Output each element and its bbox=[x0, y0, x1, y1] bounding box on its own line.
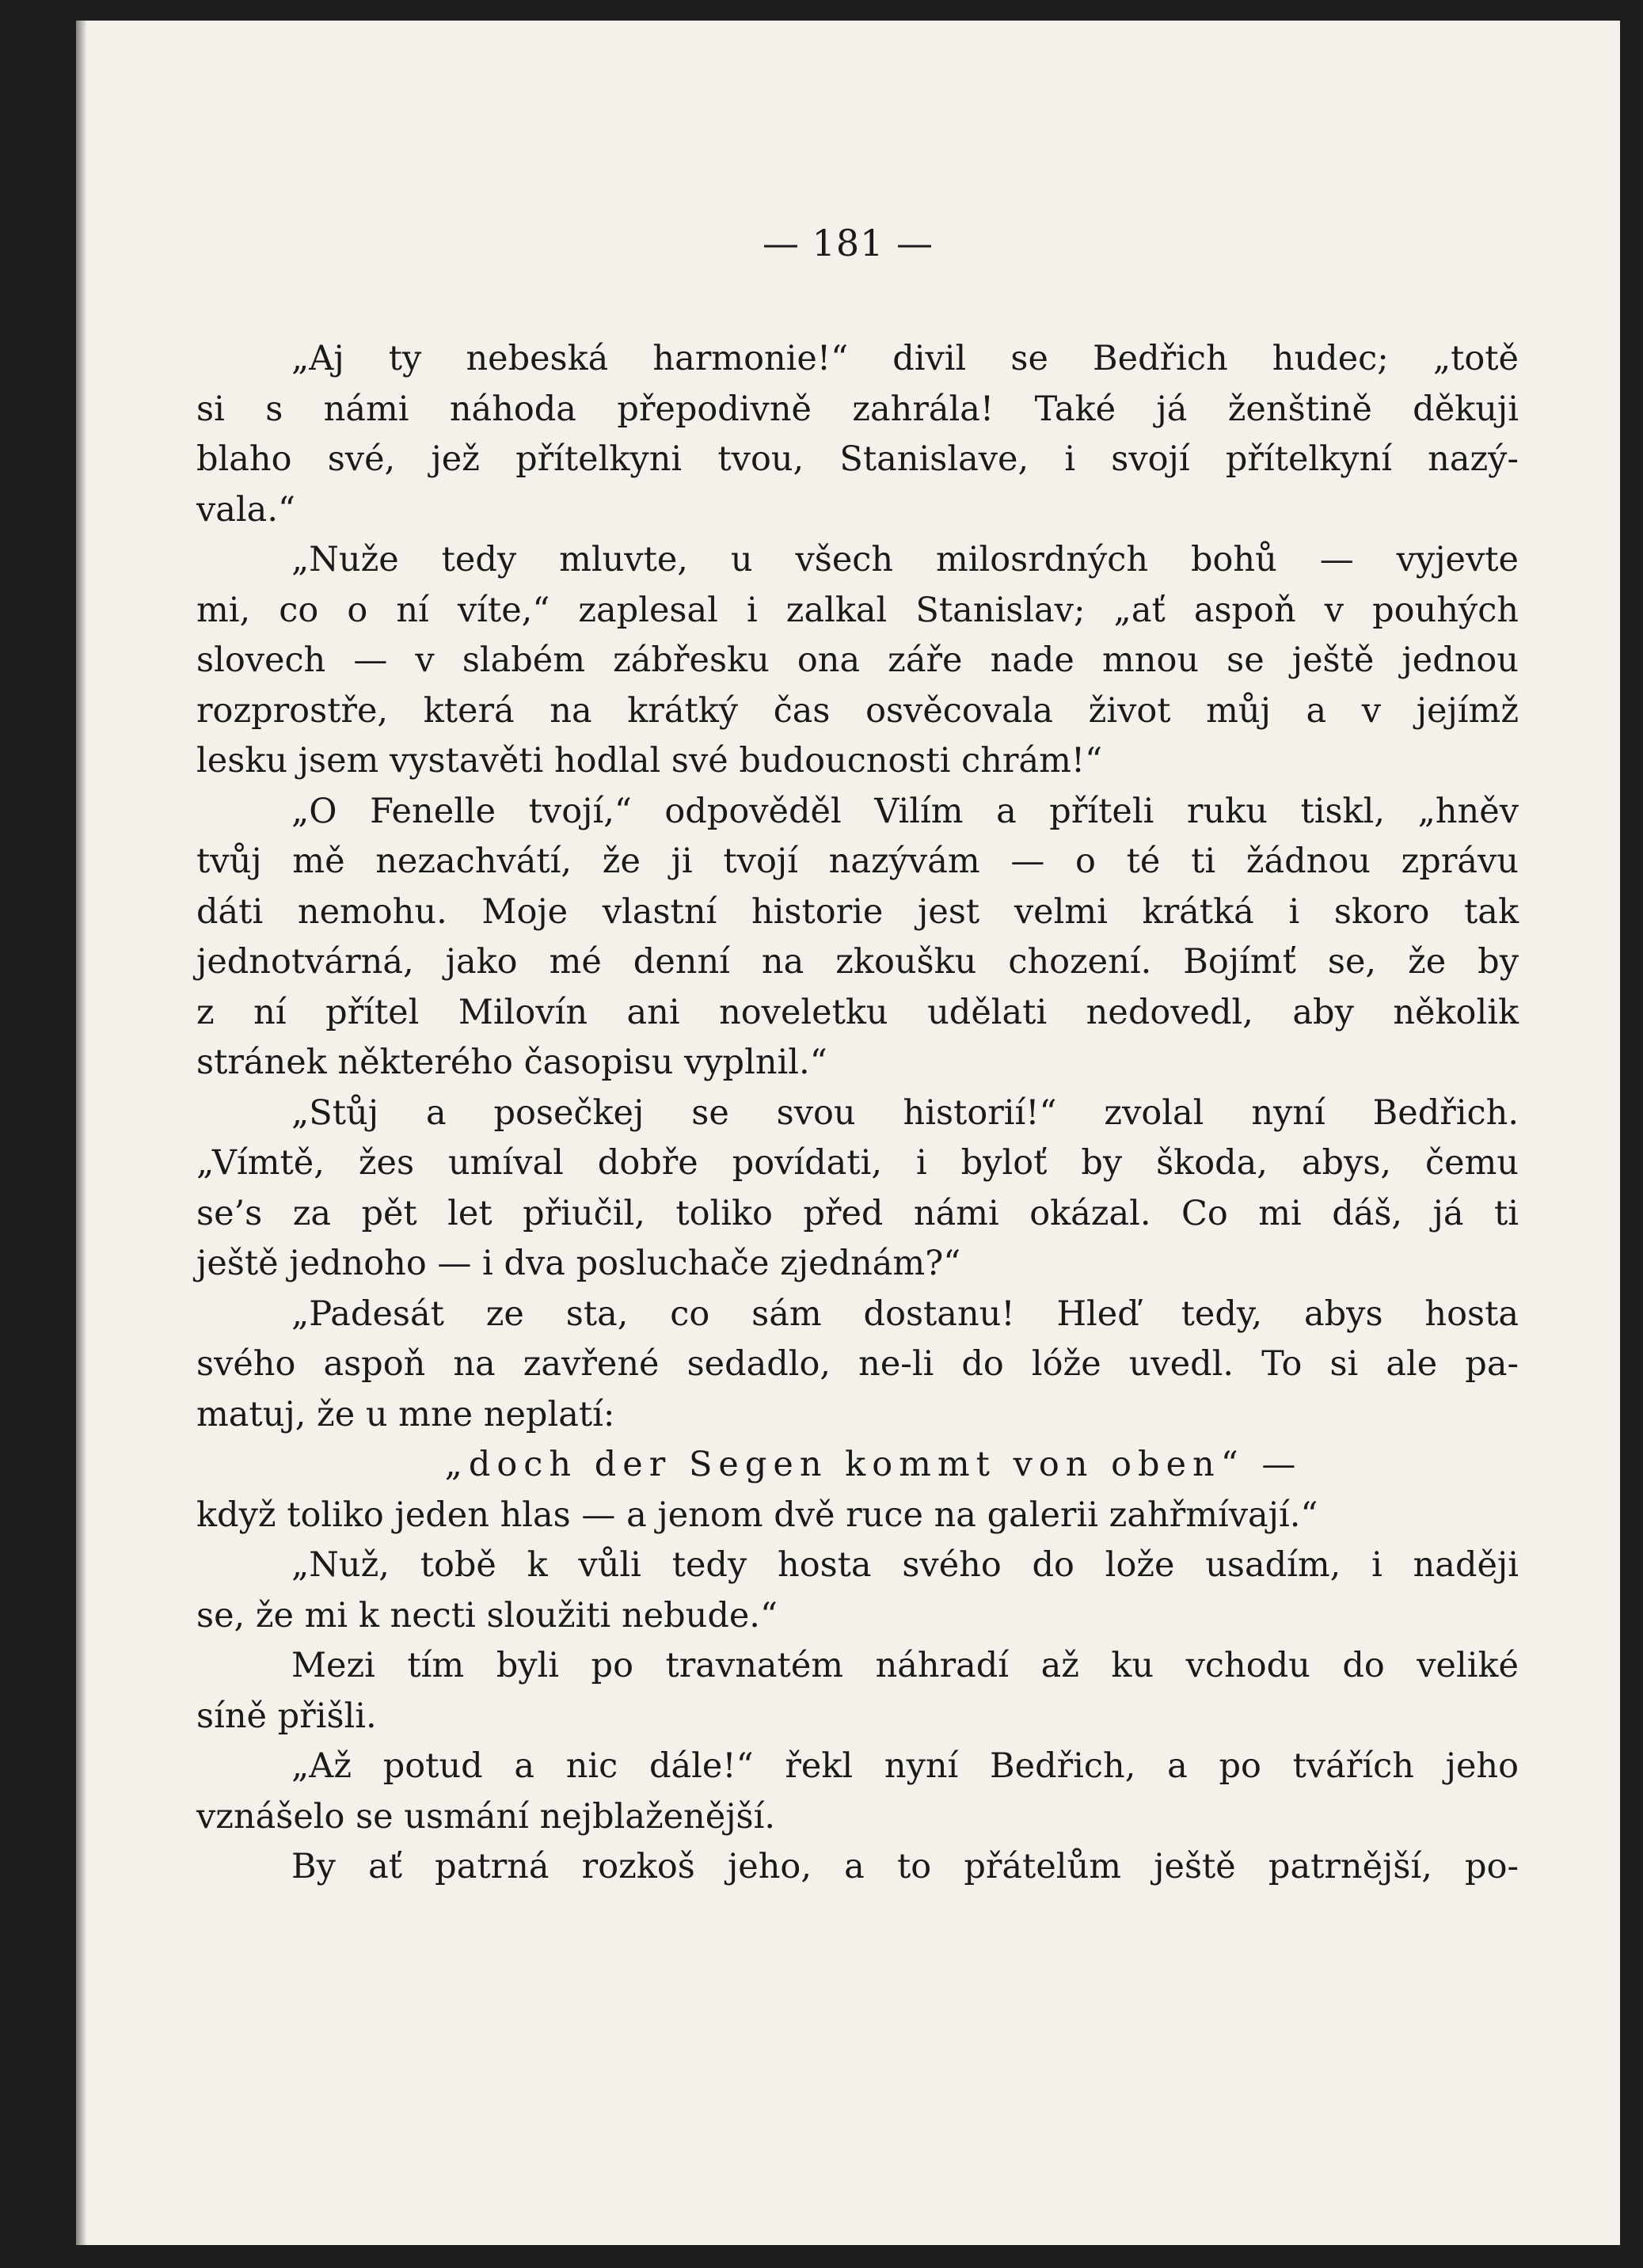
text-line: se, že mi k necti sloužiti nebude.“ bbox=[196, 1595, 778, 1635]
text-line: rozprostře, která na krátký čas osvěcovala život můj a v jejímž bbox=[196, 690, 1519, 731]
quoted-verse: „doch der Segen kommt von oben“ — bbox=[444, 1445, 1303, 1484]
text-line: když toliko jeden hlas — a jenom dvě ruce na galerii zahřmívají.“ bbox=[196, 1495, 1318, 1535]
text-line: z ní přítel Milovín ani noveletku udělati nedovedl, aby několik bbox=[196, 992, 1519, 1032]
text-line: síně přišli. bbox=[196, 1696, 377, 1736]
text-line: mi, co o ní víte,“ zaplesal i zalkal Stanislav; „ať aspoň v pouhých bbox=[196, 590, 1519, 630]
body-text bbox=[196, 334, 1519, 1893]
text-line: svého aspoň na zavřené sedadlo, ne-li do lóže uvedl. To si ale pa- bbox=[196, 1344, 1519, 1384]
paragraph-4 bbox=[196, 1088, 1519, 1290]
text-line: matuj, že u mne neplatí: bbox=[196, 1394, 615, 1434]
text-line: Mezi tím byli po travnatém náhradí až ku vchodu do veliké bbox=[291, 1646, 1519, 1685]
text-line: „Až potud a nic dále!“ řekl nyní Bedřich, a po tvářích jeho bbox=[291, 1746, 1519, 1786]
paragraph-3 bbox=[196, 787, 1519, 1088]
text-line: tvůj mě nezachvátí, že ji tvojí nazývám — o té ti žádnou zprávu bbox=[196, 841, 1519, 881]
paragraph-8 bbox=[196, 1742, 1519, 1842]
paragraph-7 bbox=[196, 1641, 1519, 1742]
text-line: stránek některého časopisu vyplnil.“ bbox=[196, 1043, 827, 1082]
paragraph-5-continued bbox=[196, 1491, 1519, 1541]
text-line: lesku jsem vystavěti hodlal své budoucnosti chrám!“ bbox=[196, 741, 1103, 781]
paragraph-6 bbox=[196, 1540, 1519, 1641]
paragraph-5 bbox=[196, 1290, 1519, 1441]
text-line: slovech — v slabém zábřesku ona záře nade mnou se ještě jednou bbox=[196, 640, 1519, 680]
text-line: „Padesát ze sta, co sám dostanu! Hleď tedy, abys hosta bbox=[291, 1294, 1519, 1334]
text-line: „Nuže tedy mluvte, u všech milosrdných bohů — vyjevte bbox=[291, 540, 1519, 579]
text-line: vznášelo se usmání nejblaženější. bbox=[196, 1796, 776, 1837]
text-line: By ať patrná rozkoš jeho, a to přátelům ještě patrnější, po- bbox=[291, 1847, 1519, 1886]
text-line: si s námi náhoda přepodivně zahrála! Také já ženštině děkuji bbox=[196, 389, 1519, 429]
page-number: — 181 — bbox=[762, 222, 934, 264]
text-line: jednotvárná, jako mé denní na zkoušku chození. Bojímť se, že by bbox=[196, 942, 1519, 982]
paragraph-2 bbox=[196, 535, 1519, 787]
text-line: ještě jednoho — i dva posluchače zjednám?“ bbox=[196, 1244, 961, 1283]
text-line: vala.“ bbox=[196, 489, 295, 530]
text-line: „Vímtě, žes umíval dobře povídati, i byloť by škoda, abys, čemu bbox=[196, 1143, 1519, 1183]
text-line: „Nuž, tobě k vůli tedy hosta svého do lože usadím, i naději bbox=[291, 1545, 1519, 1585]
paragraph-9 bbox=[196, 1842, 1519, 1893]
text-line: „Stůj a posečkej se svou historií!“ zvolal nyní Bedřich. bbox=[291, 1092, 1519, 1133]
text-line: „Aj ty nebeská harmonie!“ divil se Bedřich hudec; „totě bbox=[291, 339, 1519, 378]
text-line: blaho své, jež přítelkyni tvou, Stanislave, i svojí přítelkyní nazý- bbox=[196, 439, 1519, 479]
text-line: dáti nemohu. Moje vlastní historie jest velmi krátká i skoro tak bbox=[196, 891, 1519, 932]
text-line: „O Fenelle tvojí,“ odpověděl Vilím a příteli ruku tiskl, „hněv bbox=[291, 791, 1519, 831]
book-page bbox=[76, 21, 1620, 2245]
paragraph-1 bbox=[196, 334, 1519, 535]
text-line: se’s za pět let přiučil, toliko před námi okázal. Co mi dáš, já ti bbox=[196, 1193, 1519, 1233]
